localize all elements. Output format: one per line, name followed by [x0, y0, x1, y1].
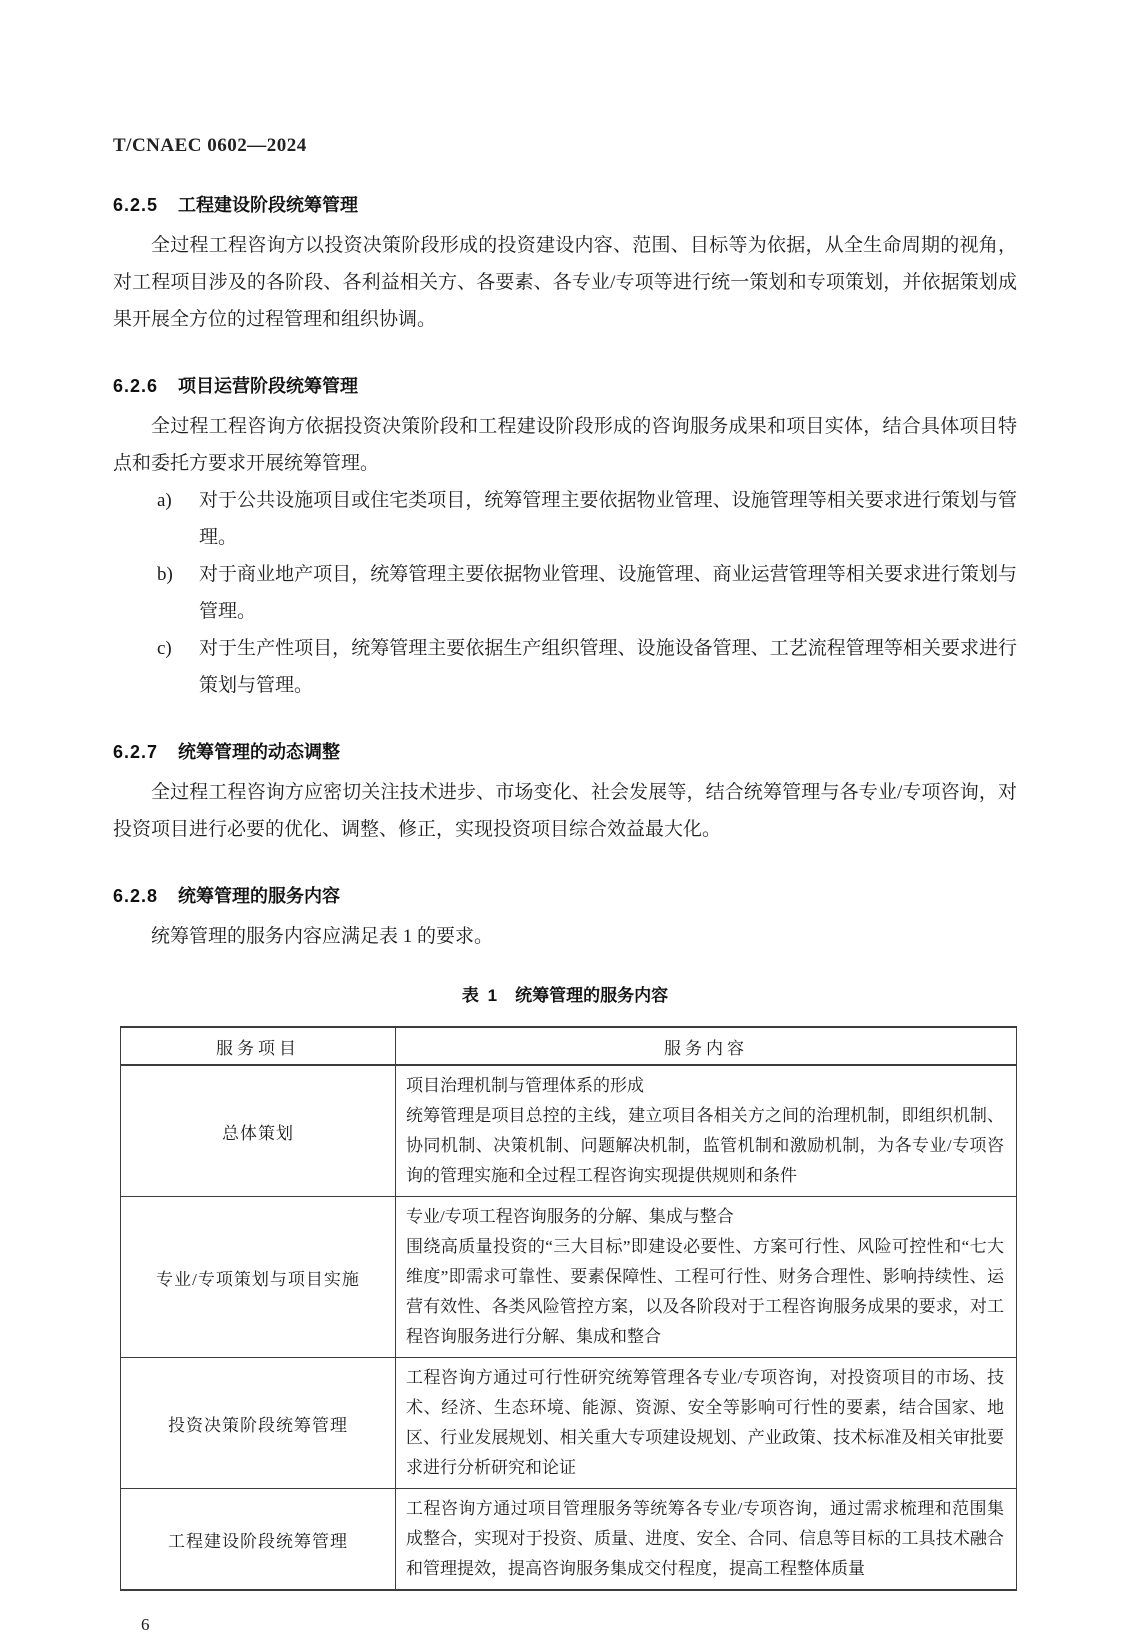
standard-code: T/CNAEC 0602—2024 — [113, 135, 307, 156]
service-item-cell: 工程建设阶段统筹管理 — [121, 1489, 396, 1591]
service-content-cell — [396, 1489, 1017, 1591]
section-number: 6.2.6 — [113, 376, 159, 396]
column-header-service-content: 服务内容 — [396, 1027, 1017, 1065]
paragraph: 全过程工程咨询方依据投资决策阶段和工程建设阶段形成的咨询服务成果和项目实体，结合具体项目特点和委托方要求开展统筹管理。 — [113, 416, 1017, 474]
service-content-cell — [396, 1065, 1017, 1197]
list-item-c — [157, 630, 1017, 704]
service-content-cell — [396, 1197, 1017, 1358]
content-body: 工程咨询方通过项目管理服务等统筹各专业/专项咨询，通过需求梳理和范围集成整合，实现对于投资、质量、进度、安全、合同、信息等目标的工具技术融合和管理提效，提高咨询服务集成交付程度，提高工程整体质量 — [406, 1499, 1004, 1578]
service-item-cell: 专业/专项策划与项目实施 — [121, 1197, 396, 1358]
list-marker: a) — [157, 490, 172, 511]
section-title: 统筹管理的动态调整 — [178, 742, 341, 762]
section-heading-6-2-7 — [113, 738, 1017, 764]
table-row — [121, 1197, 1017, 1358]
table-row — [121, 1489, 1017, 1591]
list-item-text: 对于公共设施项目或住宅类项目，统筹管理主要依据物业管理、设施管理等相关要求进行策划与管理。 — [199, 490, 1017, 548]
section-title: 项目运营阶段统筹管理 — [178, 376, 359, 396]
section-number: 6.2.5 — [113, 195, 159, 215]
content-lead-line: 专业/专项工程咨询服务的分解、集成与整合 — [406, 1207, 734, 1226]
content-body: 工程咨询方通过可行性研究统筹管理各专业/专项咨询，对投资项目的市场、技术、经济、生态环境、能源、资源、安全等影响可行性的要素，结合国家、地区、行业发展规划、相关重大专项建设规划、产业政策、技术标准及相关审批要求进行分析研究和论证 — [406, 1368, 1004, 1477]
paragraph: 全过程工程咨询方以投资决策阶段形成的投资建设内容、范围、目标等为依据，从全生命周期的视角，对工程项目涉及的各阶段、各利益相关方、各要素、各专业/专项等进行统一策划和专项策划，并依据策划成果开展全方位的过程管理和组织协调。 — [113, 235, 1017, 330]
table-row — [121, 1358, 1017, 1489]
content-body: 统筹管理是项目总控的主线，建立项目各相关方之间的治理机制，即组织机制、协同机制、决策机制、问题解决机制，监管机制和激励机制，为各专业/专项咨询的管理实施和全过程工程咨询实现提供规则和条件 — [406, 1106, 1004, 1185]
list-marker: c) — [157, 638, 172, 659]
ordered-list — [113, 482, 1017, 704]
content-body: 围绕高质量投资的“三大目标”即建设必要性、方案可行性、风险可控性和“七大维度”即需求可靠性、要素保障性、工程可行性、财务合理性、影响持续性、运营有效性、各类风险管控方案，以及各阶段对于工程咨询服务成果的要求，对工程咨询服务进行分解、集成和整合 — [406, 1237, 1004, 1346]
service-content-cell — [396, 1358, 1017, 1489]
section-title: 统筹管理的服务内容 — [178, 886, 341, 906]
table-caption-text: 统筹管理的服务内容 — [515, 986, 669, 1005]
section-heading-6-2-5 — [113, 191, 1017, 217]
list-marker: b) — [157, 564, 173, 585]
service-item-cell: 总体策划 — [121, 1065, 396, 1197]
list-item-text: 对于商业地产项目，统筹管理主要依据物业管理、设施管理、商业运营管理等相关要求进行策划与管理。 — [199, 564, 1017, 622]
table-caption-label: 表 1 — [461, 986, 500, 1005]
page-number: 6 — [141, 1615, 150, 1634]
paragraph: 全过程工程咨询方应密切关注技术进步、市场变化、社会发展等，结合统筹管理与各专业/专项咨询，对投资项目进行必要的优化、调整、修正，实现投资项目综合效益最大化。 — [113, 782, 1017, 840]
list-item-a — [157, 482, 1017, 556]
paragraph: 统筹管理的服务内容应满足表 1 的要求。 — [151, 926, 494, 947]
section-title: 工程建设阶段统筹管理 — [178, 195, 359, 215]
list-item-b — [157, 556, 1017, 630]
service-content-table — [120, 1026, 1017, 1591]
column-header-service-item: 服务项目 — [121, 1027, 396, 1065]
table-row — [121, 1065, 1017, 1197]
section-number: 6.2.7 — [113, 742, 159, 762]
content-lead-line: 项目治理机制与管理体系的形成 — [406, 1076, 644, 1095]
service-item-cell: 投资决策阶段统筹管理 — [121, 1358, 396, 1489]
table-header-row — [121, 1027, 1017, 1065]
table-caption — [113, 981, 1017, 1006]
list-item-text: 对于生产性项目，统筹管理主要依据生产组织管理、设施设备管理、工艺流程管理等相关要求进行策划与管理。 — [199, 638, 1017, 696]
section-heading-6-2-6 — [113, 372, 1017, 398]
section-number: 6.2.8 — [113, 886, 159, 906]
section-heading-6-2-8 — [113, 882, 1017, 908]
